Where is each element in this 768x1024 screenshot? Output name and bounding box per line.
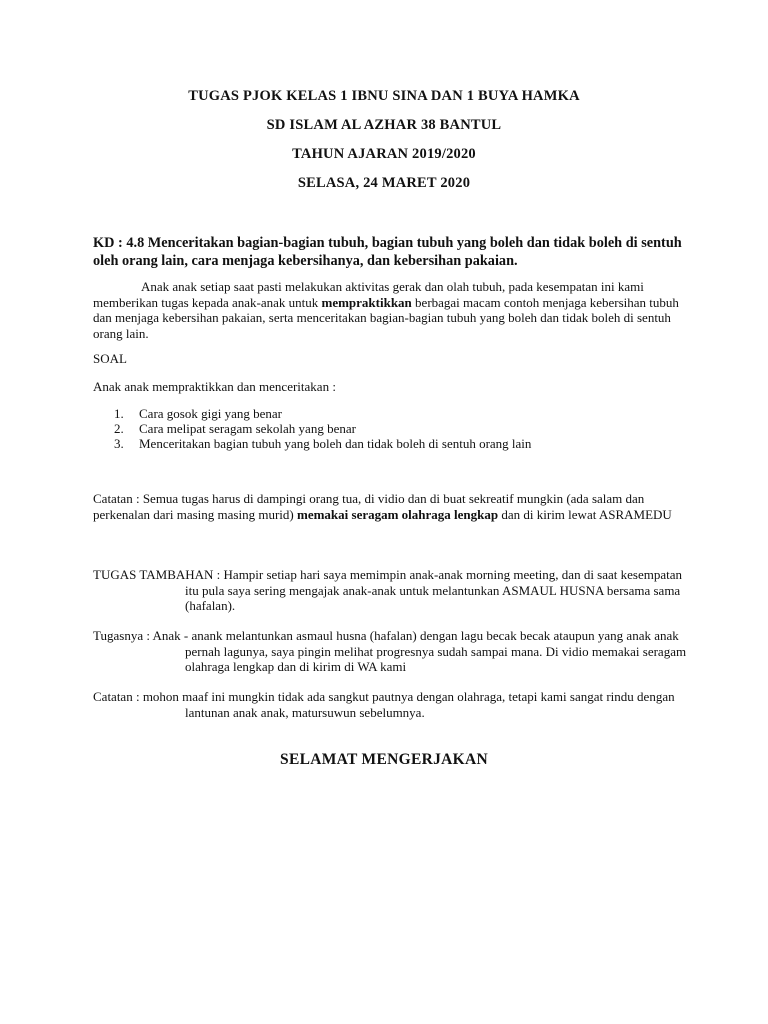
intro-paragraph [93,279,683,341]
list-item [114,421,531,436]
title-line-3: TAHUN AJARAN 2019/2020 [292,146,476,162]
title-line-1: TUGAS PJOK KELAS 1 IBNU SINA DAN 1 BUYA HAMKA [188,88,580,104]
list-text: Cara gosok gigi yang benar [139,406,282,421]
soal-lead: Anak anak mempraktikkan dan menceritakan : [93,379,336,394]
tugas-tambahan: TUGAS TAMBAHAN : Hampir setiap hari saya memimpin anak-anak morning meeting, dan di saat kesempatan itu pula saya sering mengajak anak-anak untuk melantunkan ASMAUL HUSNA bersama sama (hafalan). [93,567,682,613]
soal-list [114,406,531,451]
title-line-4-date: SELASA, 24 MARET 2020 [297,175,471,191]
closing-text: SELAMAT MENGERJAKAN [280,751,488,768]
catatan-2: Catatan : mohon maaf ini mungkin tidak ada sangkut pautnya dengan olahraga, tetapi kami sangat rindu dengan lantunan anak anak, matursuwun sebelumnya. [93,689,675,720]
soal-label: SOAL [93,351,127,366]
list-item [114,436,531,451]
title-line-2: SD ISLAM AL AZHAR 38 BANTUL [266,117,502,133]
kd-prefix: KD : [93,235,127,251]
kd-text: 4.8 Menceritakan bagian-bagian tubuh, bagian tubuh yang boleh dan tidak boleh di sentuh oleh orang lain, cara menjaga kebersihanya, dan kebersihan pakaian. [93,235,682,269]
catatan-1-text: Catatan : Semua tugas harus di dampingi orang tua, di vidio dan di buat sekreatif mungkin (ada salam dan perkenalan dari masing masing murid) [93,491,645,522]
tugasnya: Tugasnya : Anak - anank melantunkan asmaul husna (hafalan) dengan lagu becak becak ataupun yang anak anak pernah lagunya, saya pingin melihat progresnya sudah sampai mana. Di vidio memakai seragam olahraga lengkap dan di kirim di WA kami [93,628,687,674]
catatan-1-bold: memakai seragam olahraga lengkap [296,506,499,522]
list-text: Menceritakan bagian tubuh yang boleh dan tidak boleh di sentuh orang lain [139,436,532,451]
list-number: 2. [114,421,124,436]
list-item [114,406,531,421]
intro-bold: mempraktikkan [321,294,412,310]
intro-text-1: Anak anak setiap saat pasti melakukan aktivitas gerak dan olah tubuh, pada kesempatan ini kami memberikan tugas kepada anak-anak untuk [93,279,644,310]
list-number: 3. [114,436,124,451]
catatan-1 [93,491,698,522]
kd-competency [93,234,683,270]
catatan-1-text-2: dan di kirim lewat ASRAMEDU [498,506,672,522]
intro-text-2: berbagai macam contoh menjaga kebersihan tubuh dan menjaga kebersihan pakaian, serta menceritakan bagian-bagian tubuh yang boleh dan tidak boleh di sentuh orang lain. [93,294,679,341]
list-number: 1. [114,406,124,421]
list-text: Cara melipat seragam sekolah yang benar [139,421,356,436]
